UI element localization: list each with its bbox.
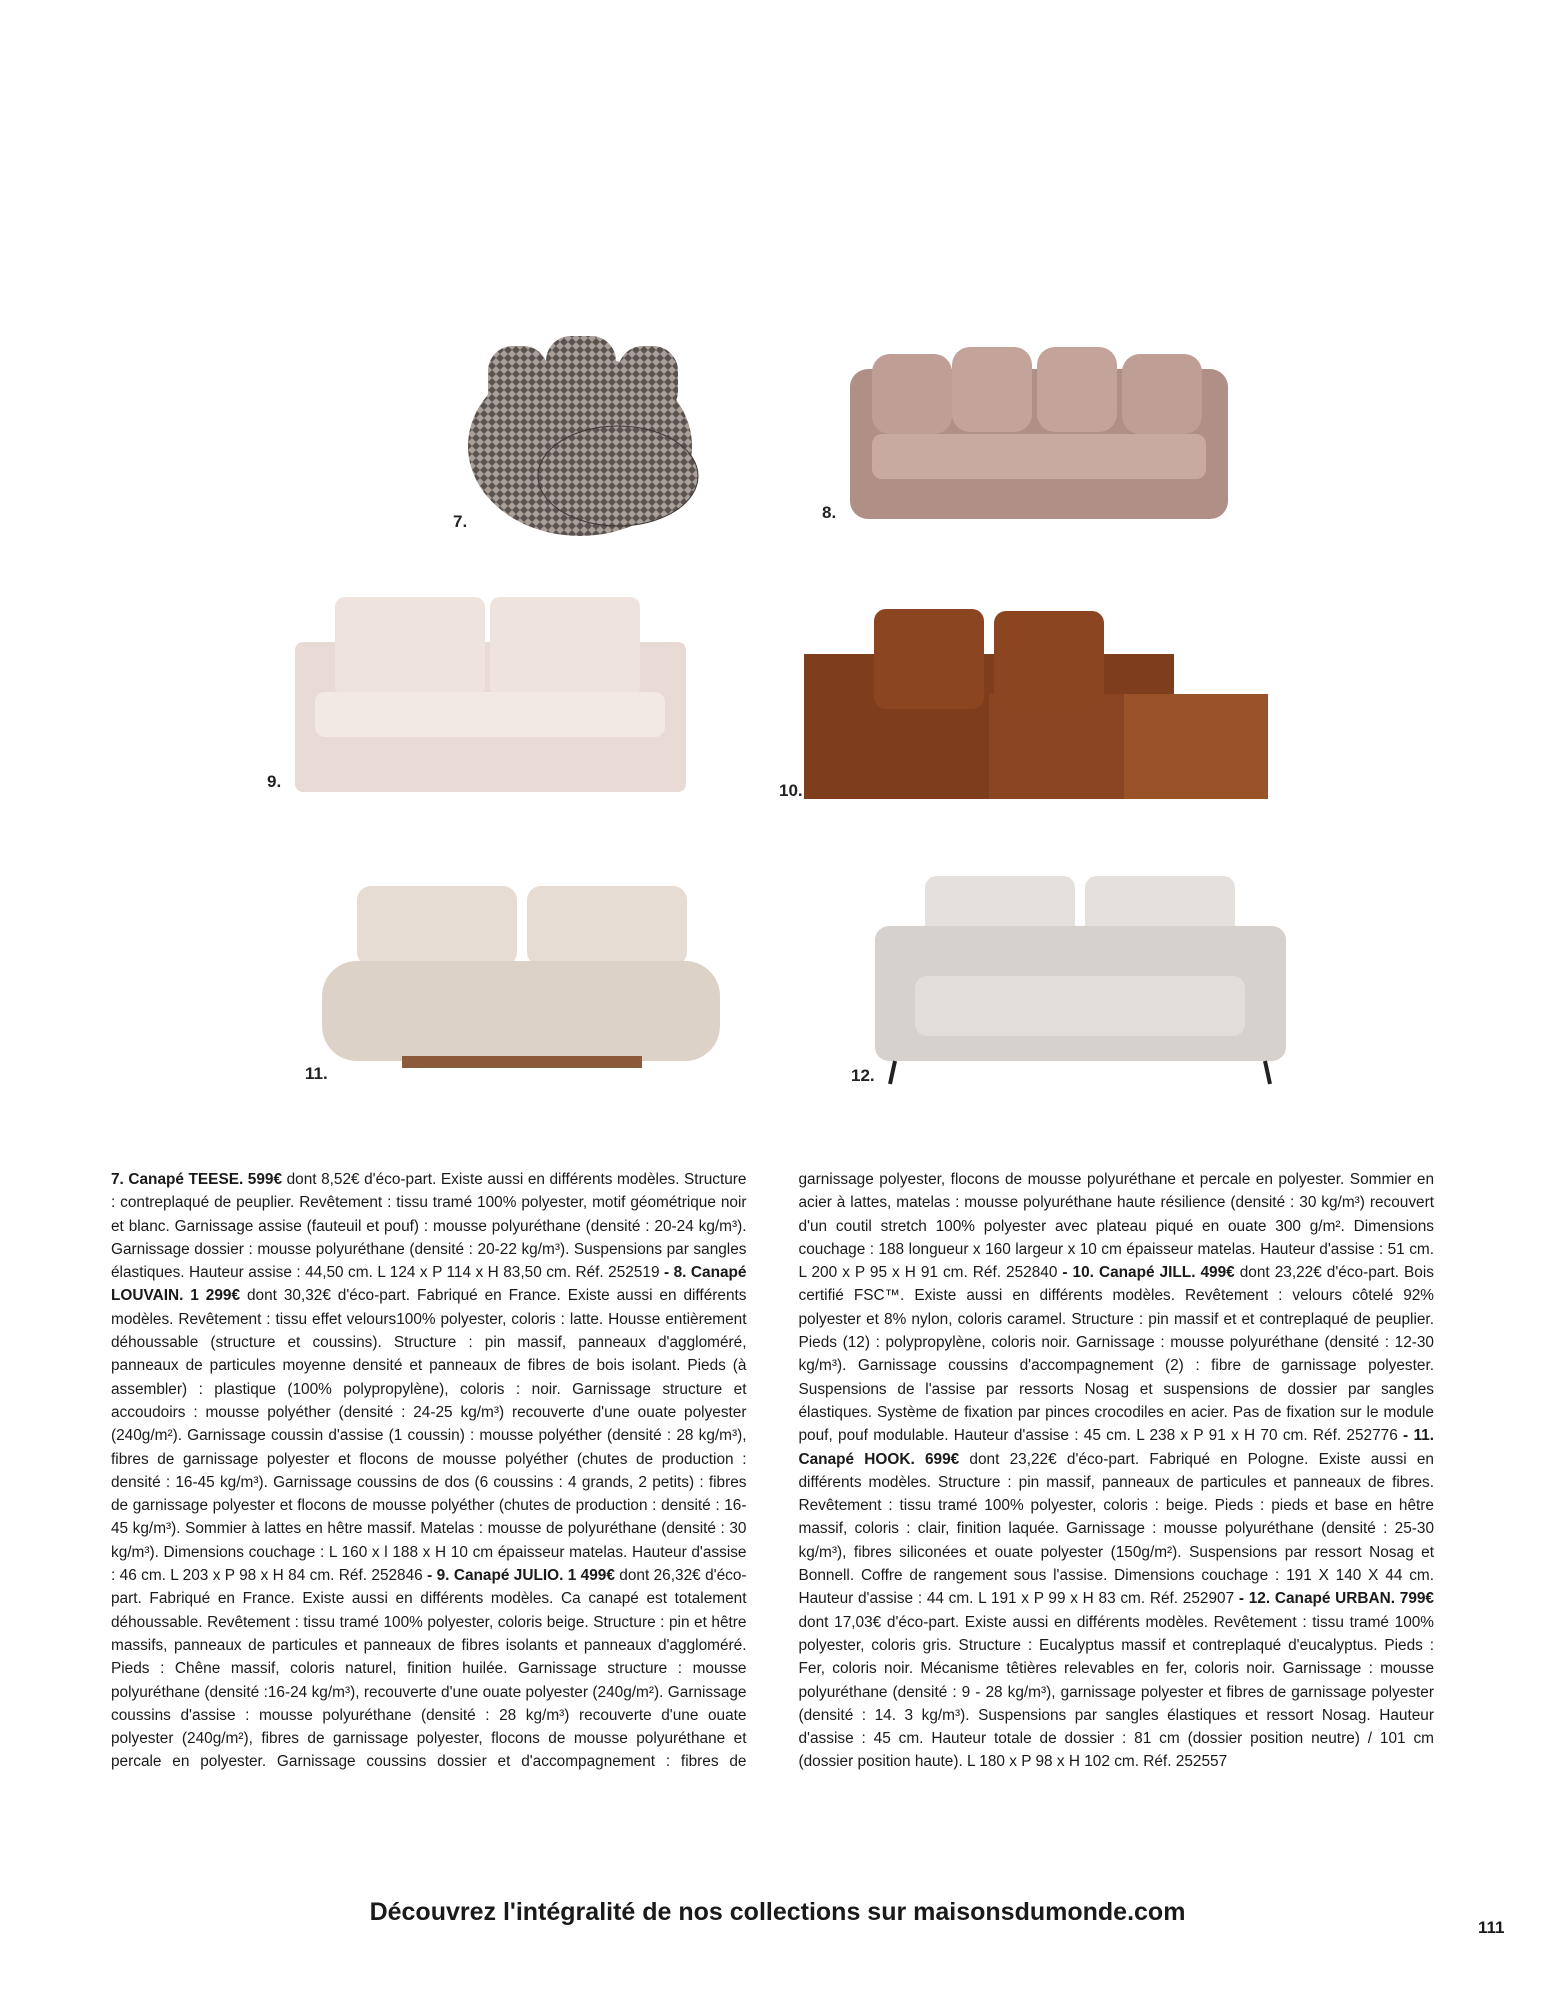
product-image-urban bbox=[875, 876, 1286, 1085]
product-number: 12. bbox=[851, 1066, 875, 1085]
product-number: 11. bbox=[305, 1064, 328, 1083]
product-title-julio: 9. Canapé JULIO. 1 499€ bbox=[436, 1567, 615, 1585]
product-description-jill: dont 23,22€ d'éco-part. Bois certifié FSC™. Existe aussi en différents modèles. Revêtement : velours côtelé 92% polyester et 8% nylon, coloris caramel. Structure : pin massif et et contreplaqué de peuplier. Pieds (12) : polypropylène, coloris noir. Garnissage : mousse polyuréthane (densité : 12-30 kg/m³). Garnissage coussins d'accompagnement (2) : fibre de garnissage polyester. Suspensions de l'assise par ressorts Nosag et suspensions de dossier par sangles élastiques. Système de fixation par pinces crocodiles en acier. Pas de fixation sur le module pouf, pouf modulable. Hauteur d'assise : 45 cm. L 238 x P 91 x H 70 cm. Réf. 252776 bbox=[798, 1264, 1434, 1445]
separator: - bbox=[1397, 1427, 1414, 1445]
product-number: 9. bbox=[267, 772, 282, 791]
product-descriptions bbox=[111, 1168, 1434, 1774]
page-number: 111 bbox=[1478, 1918, 1505, 1937]
product-description-hook: dont 23,22€ d'éco-part. Fabriqué en Pologne. Existe aussi en différents modèles. Structure : pin massif, panneaux de particules et panneaux de fibres. Revêtement : tissu tramé 100% polyester, coloris : beige. Pieds : pieds et base en hêtre massif, coloris : clair, finition laquée. Garnissage : mousse polyuréthane (densité : 25-30 kg/m³), fibres siliconées et ouate polyester (150g/m²). Suspensions par ressort Nosag et Bonnell. Coffre de rangement sous l'assise. Dimensions couchage : 191 X 140 X 44 cm. Hauteur d'assise : 44 cm. L 191 x P 99 x H 83 cm. Réf. 252907 bbox=[798, 1450, 1434, 1608]
product-description-louvain: dont 30,32€ d'éco-part. Fabriqué en France. Existe aussi en différents modèles. Revêtement : tissu effet velours100% polyester, coloris : latte. Housse entièrement déhoussable (structure et coussins). Structure : pin massif, panneaux d'aggloméré, panneaux de particules moyenne densité et panneaux de fibres de bois isolant. Pieds (à assembler) : plastique (100% polypropylène), coloris : noir. Garnissage structure et accoudoirs : mousse polyéther (densité : 24-25 kg/m³) recouverte d'une ouate polyester (240g/m²). Garnissage coussin d'assise (1 coussin) : mousse polyéther (densité : 28 kg/m³), fibres de garnissage polyester et flocons de mousse polyéther (chutes de production : densité : 16-45 kg/m³). Garnissage coussins de dos (6 coussins : 4 grands, 2 petits) : fibres de garnissage polyester et flocons de mousse polyéther (chutes de production : densité : 16-45 kg/m³). Sommier à lattes en hêtre massif. Matelas : mousse de polyuréthane (densité : 30 kg/m³). Dimensions couchage : L 160 x l 188 x H 10 cm épaisseur matelas. Hauteur d'assise : 46 cm. L 203 x P 98 x H 84 cm. Réf. 252846 bbox=[111, 1287, 747, 1585]
product-title-teese: 7. Canapé TEESE. 599€ bbox=[111, 1171, 283, 1188]
footer-cta: Découvrez l'intégralité de nos collections sur maisonsdumonde.com bbox=[369, 1898, 1186, 1926]
separator: - bbox=[659, 1264, 674, 1282]
product-number: 7. bbox=[453, 512, 468, 531]
product-image-julio bbox=[295, 592, 686, 793]
separator: - bbox=[422, 1567, 437, 1585]
product-description-teese: dont 8,52€ d'éco-part. Existe aussi en différents modèles. Structure : contreplaqué de peuplier. Revêtement : tissu tramé 100% polyester, motif géométrique noir et blanc. Garnissage assise (fauteuil et pouf) : mousse polyuréthane (densité : 20-24 kg/m³). Garnissage dossier : mousse polyuréthane (densité : 20-22 kg/m³). Suspensions par sangles élastiques. Hauteur assise : 44,50 cm. L 124 x P 114 x H 83,50 cm. Réf. 252519 bbox=[111, 1171, 747, 1282]
product-image-hook bbox=[322, 881, 720, 1081]
product-description-julio: dont 26,32€ d'éco-part. Fabriqué en France. Existe aussi en différents modèles. Ca canapé est totalement déhoussable. Revêtement : tissu tramé 100% polyester, coloris beige. Structure : pin et hêtre massifs, panneaux de particules et panneaux de fibres isolants et panneaux d'aggloméré. Pieds : Chêne massif, coloris naturel, finition huilée. Garnissage structure : mousse polyuréthane (densité :16-24 kg/m³), recouverte d'une ouate polyester (240g/m²). Garnissage coussins d'assise : mousse polyuréthane (densité : 28 kg/m³) recouverte d'une ouate polyester (240g/m²), fibres de garnissage polyester, flocons de mousse polyuréthane et percale en polyester. Garnissage coussins dossier et d'accompagnement : fibres de garnissage polyester, flocons de mousse polyuréthane et percale en polyester. Sommier en acier à lattes, matelas : mousse polyuréthane haute résilience (densité : 30 kg/m³) recouvert d'un coutil stretch 100% polyester avec plateau piqué en ouate 300 g/m². Dimensions couchage : 188 longueur x 160 largeur x 10 cm épaisseur matelas. Hauteur d'assise : 51 cm. L 200 x P 95 x H 91 cm. Réf. 252840 bbox=[111, 1171, 1434, 1771]
product-number: 8. bbox=[822, 503, 837, 522]
product-title-louvain: 8. Canapé LOUVAIN. 1 299€ bbox=[111, 1264, 747, 1305]
product-title-urban: 12. Canapé URBAN. 799€ bbox=[1248, 1590, 1434, 1608]
product-title-hook: 11. Canapé HOOK. 699€ bbox=[798, 1427, 1434, 1468]
product-description-urban: dont 17,03€ d'éco-part. Existe aussi en différents modèles. Revêtement : tissu tramé 100% polyester, coloris gris. Structure : Eucalyptus massif et contreplaqué d'eucalyptus. Pieds : Fer, coloris noir. Mécanisme têtières relevables en fer, coloris noir. Garnissage : mousse polyuréthane (densité : 9 - 28 kg/m³), garnissage polyester et fibres de garnissage polyester (densité : 14. 3 kg/m³). Suspensions par sangles élastiques et ressort Nosag. Hauteur d'assise : 45 cm. Hauteur totale de dossier : 81 cm (dossier position neutre) / 101 cm (dossier position haute). L 180 x P 98 x H 102 cm. Réf. 252557 bbox=[798, 1613, 1434, 1771]
product-image-jill bbox=[804, 609, 1268, 801]
separator: - bbox=[1234, 1590, 1249, 1608]
separator: - bbox=[1057, 1264, 1073, 1282]
product-image-teese bbox=[468, 326, 702, 537]
product-number: 10. bbox=[779, 781, 803, 800]
product-title-jill: 10. Canapé JILL. 499€ bbox=[1072, 1264, 1235, 1282]
product-image-louvain bbox=[842, 339, 1236, 521]
